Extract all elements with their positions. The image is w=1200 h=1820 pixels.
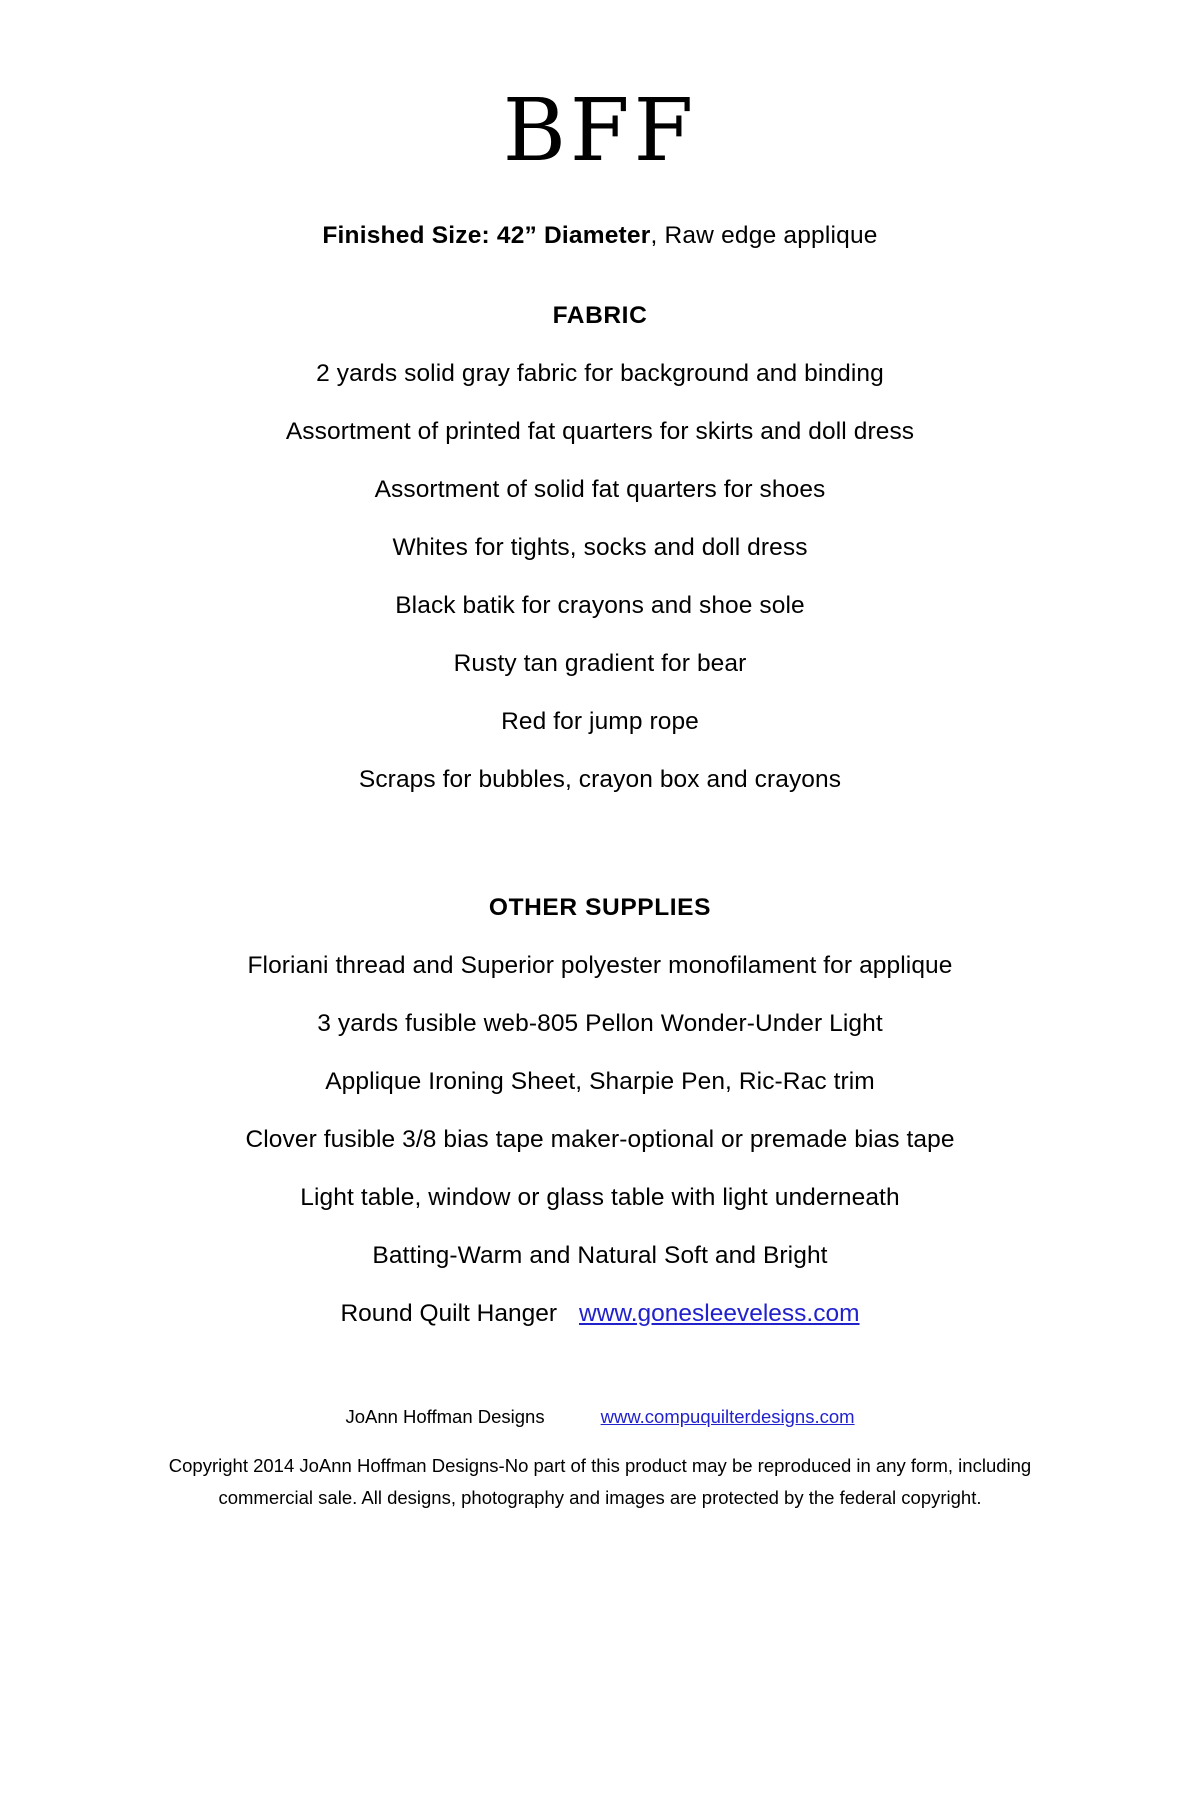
copyright-line-1: Copyright 2014 JoAnn Hoffman Designs-No part of this product may be reproduced in any form, including bbox=[168, 1455, 1032, 1476]
footer-company-row bbox=[110, 1406, 1090, 1428]
list-item: Red for jump rope bbox=[501, 708, 699, 735]
list-item: Black batik for crayons and shoe sole bbox=[395, 592, 805, 619]
section-heading-other-supplies: OTHER SUPPLIES bbox=[488, 894, 712, 921]
copyright-text bbox=[110, 1450, 1090, 1515]
gonesleeveless-link[interactable]: www.gonesleeveless.com bbox=[579, 1300, 860, 1327]
list-item: Scraps for bubbles, crayon box and crayons bbox=[358, 766, 842, 793]
list-item: Batting-Warm and Natural Soft and Bright bbox=[372, 1242, 828, 1269]
list-item: Assortment of printed fat quarters for skirts and doll dress bbox=[285, 418, 915, 445]
list-item: Clover fusible 3/8 bias tape maker-optional or premade bias tape bbox=[245, 1126, 955, 1153]
quilt-hanger-label: Round Quilt Hanger bbox=[340, 1300, 557, 1327]
finished-size-bold: Finished Size: 42” Diameter bbox=[322, 222, 651, 249]
list-item: Rusty tan gradient for bear bbox=[453, 650, 747, 677]
finished-size-rest: , Raw edge applique bbox=[650, 222, 878, 249]
finished-size-subtitle bbox=[110, 222, 1090, 250]
list-item: Applique Ironing Sheet, Sharpie Pen, Ric-Rac trim bbox=[325, 1068, 875, 1095]
list-item: Light table, window or glass table with light underneath bbox=[300, 1184, 900, 1211]
compuquilterdesigns-link[interactable]: www.compuquilterdesigns.com bbox=[600, 1406, 855, 1427]
company-name: JoAnn Hoffman Designs bbox=[345, 1406, 545, 1427]
quilt-hanger-line bbox=[110, 1300, 1090, 1328]
copyright-line-2: commercial sale. All designs, photography and images are protected by the federal copyright. bbox=[218, 1487, 982, 1509]
list-item: 2 yards solid gray fabric for background and binding bbox=[316, 360, 884, 387]
footer bbox=[110, 1406, 1090, 1515]
page-title: BFF bbox=[502, 81, 698, 181]
list-item: Assortment of solid fat quarters for shoes bbox=[374, 476, 826, 503]
list-item: Floriani thread and Superior polyester monofilament for applique bbox=[247, 952, 953, 979]
section-heading-fabric: FABRIC bbox=[552, 302, 648, 329]
section-spacer bbox=[110, 794, 1090, 842]
list-item: Whites for tights, socks and doll dress bbox=[392, 534, 808, 561]
list-item: 3 yards fusible web-805 Pellon Wonder-Under Light bbox=[317, 1010, 883, 1037]
